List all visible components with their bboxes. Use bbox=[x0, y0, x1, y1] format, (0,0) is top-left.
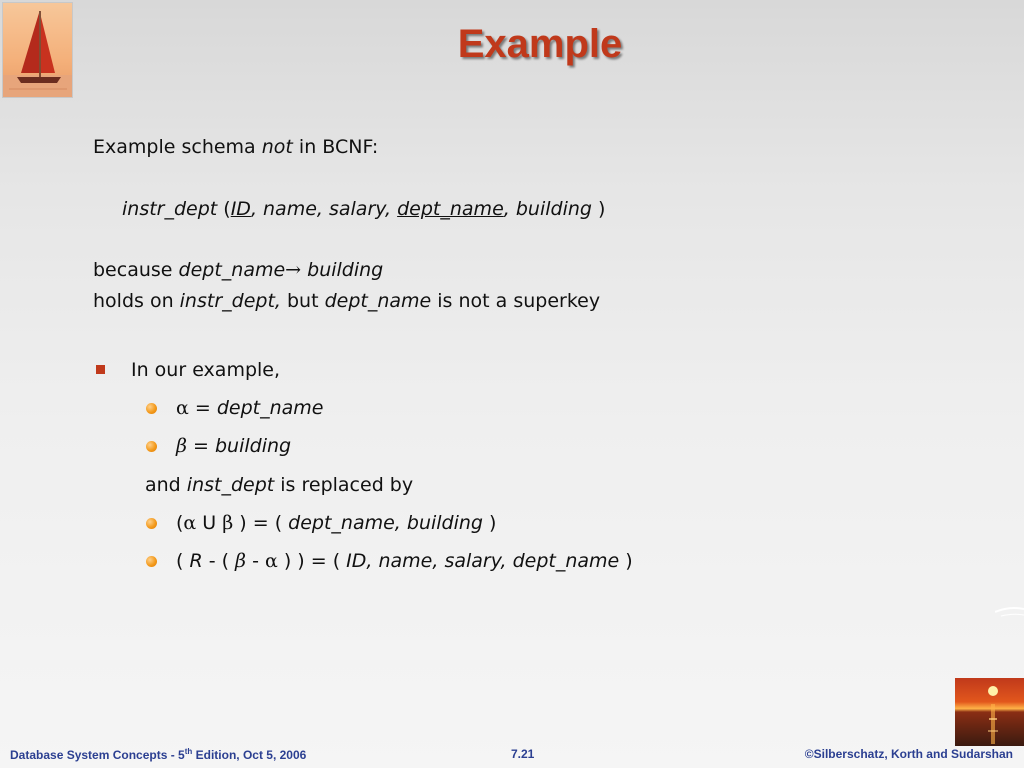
alpha-value: dept_name bbox=[216, 397, 324, 419]
footer-book-text: Database System Concepts - 5 bbox=[10, 748, 185, 762]
union-value: dept_name, building bbox=[288, 512, 483, 534]
alpha-symbol: α bbox=[176, 397, 189, 419]
union-operator: U bbox=[196, 512, 223, 534]
footer-book-title bbox=[10, 747, 306, 762]
beta-symbol: β bbox=[222, 512, 234, 534]
beta-eq: = bbox=[186, 435, 215, 457]
footer-page-number: 7.21 bbox=[511, 747, 535, 761]
replaced-line bbox=[145, 474, 413, 496]
beta-symbol: β bbox=[176, 435, 187, 457]
round-bullet-icon bbox=[146, 518, 157, 529]
schema-line bbox=[122, 198, 605, 220]
union-open: ( bbox=[176, 512, 184, 534]
diff-minus: - bbox=[246, 550, 265, 572]
footer-copyright: ©Silberschatz, Korth and Sudarshan bbox=[804, 747, 1013, 761]
replaced-relation: inst_dept bbox=[186, 474, 275, 496]
beta-value: building bbox=[214, 435, 292, 457]
union-line bbox=[176, 512, 496, 534]
arrow-icon: → bbox=[285, 259, 302, 281]
alpha-symbol: α bbox=[183, 512, 197, 534]
footer-edition-text: Edition, Oct 5, 2006 bbox=[192, 748, 307, 762]
because-lhs: dept_name bbox=[178, 259, 286, 281]
holds-attr: dept_name bbox=[324, 290, 432, 312]
schema-attrs-rest: , building bbox=[503, 198, 592, 220]
intro-text-end: in BCNF: bbox=[292, 136, 379, 158]
beta-line bbox=[176, 435, 291, 457]
round-bullet-icon bbox=[146, 441, 157, 452]
because-text: because bbox=[93, 259, 179, 281]
holds-end: is not a superkey bbox=[431, 290, 601, 312]
alpha-eq: = bbox=[188, 397, 217, 419]
replaced-text: is replaced by bbox=[274, 474, 414, 496]
decorative-swoosh bbox=[995, 600, 1024, 630]
schema-key-dept: dept_name bbox=[397, 198, 504, 220]
round-bullet-icon bbox=[146, 403, 157, 414]
footer-edition-sup: th bbox=[184, 747, 193, 756]
intro-line bbox=[93, 136, 378, 158]
intro-text: Example schema bbox=[93, 136, 262, 158]
holds-line bbox=[93, 290, 600, 312]
alpha-symbol: α bbox=[264, 550, 278, 572]
schema-name: instr_dept bbox=[122, 198, 218, 220]
diff-open: ( bbox=[176, 550, 190, 572]
schema-close: ) bbox=[591, 198, 606, 220]
because-line bbox=[93, 259, 383, 281]
square-bullet-icon bbox=[96, 365, 105, 374]
round-bullet-icon bbox=[146, 556, 157, 567]
union-close: ) bbox=[482, 512, 497, 534]
diff-value: ID, name, salary, dept_name bbox=[346, 550, 620, 572]
schema-open: ( bbox=[217, 198, 231, 220]
difference-line bbox=[176, 550, 633, 572]
union-eq: ) = ( bbox=[233, 512, 289, 534]
schema-key-id: ID bbox=[230, 198, 251, 220]
beta-symbol: β bbox=[235, 550, 247, 572]
slide-title: Example bbox=[457, 22, 623, 66]
sunset-logo bbox=[955, 678, 1024, 746]
holds-text: holds on bbox=[93, 290, 180, 312]
bullet-in-our-example: In our example, bbox=[131, 359, 281, 381]
diff-minus-open: - ( bbox=[202, 550, 236, 572]
diff-close: ) bbox=[619, 550, 633, 572]
diff-eq: ) ) = ( bbox=[277, 550, 347, 572]
replaced-and: and bbox=[145, 474, 187, 496]
holds-but: but bbox=[280, 290, 325, 312]
schema-attrs: , name, salary, bbox=[250, 198, 398, 220]
intro-emphasis: not bbox=[261, 136, 293, 158]
because-rhs: building bbox=[301, 259, 384, 281]
diff-relation: R bbox=[189, 550, 203, 572]
holds-relation: instr_dept, bbox=[179, 290, 281, 312]
alpha-line bbox=[176, 397, 324, 419]
